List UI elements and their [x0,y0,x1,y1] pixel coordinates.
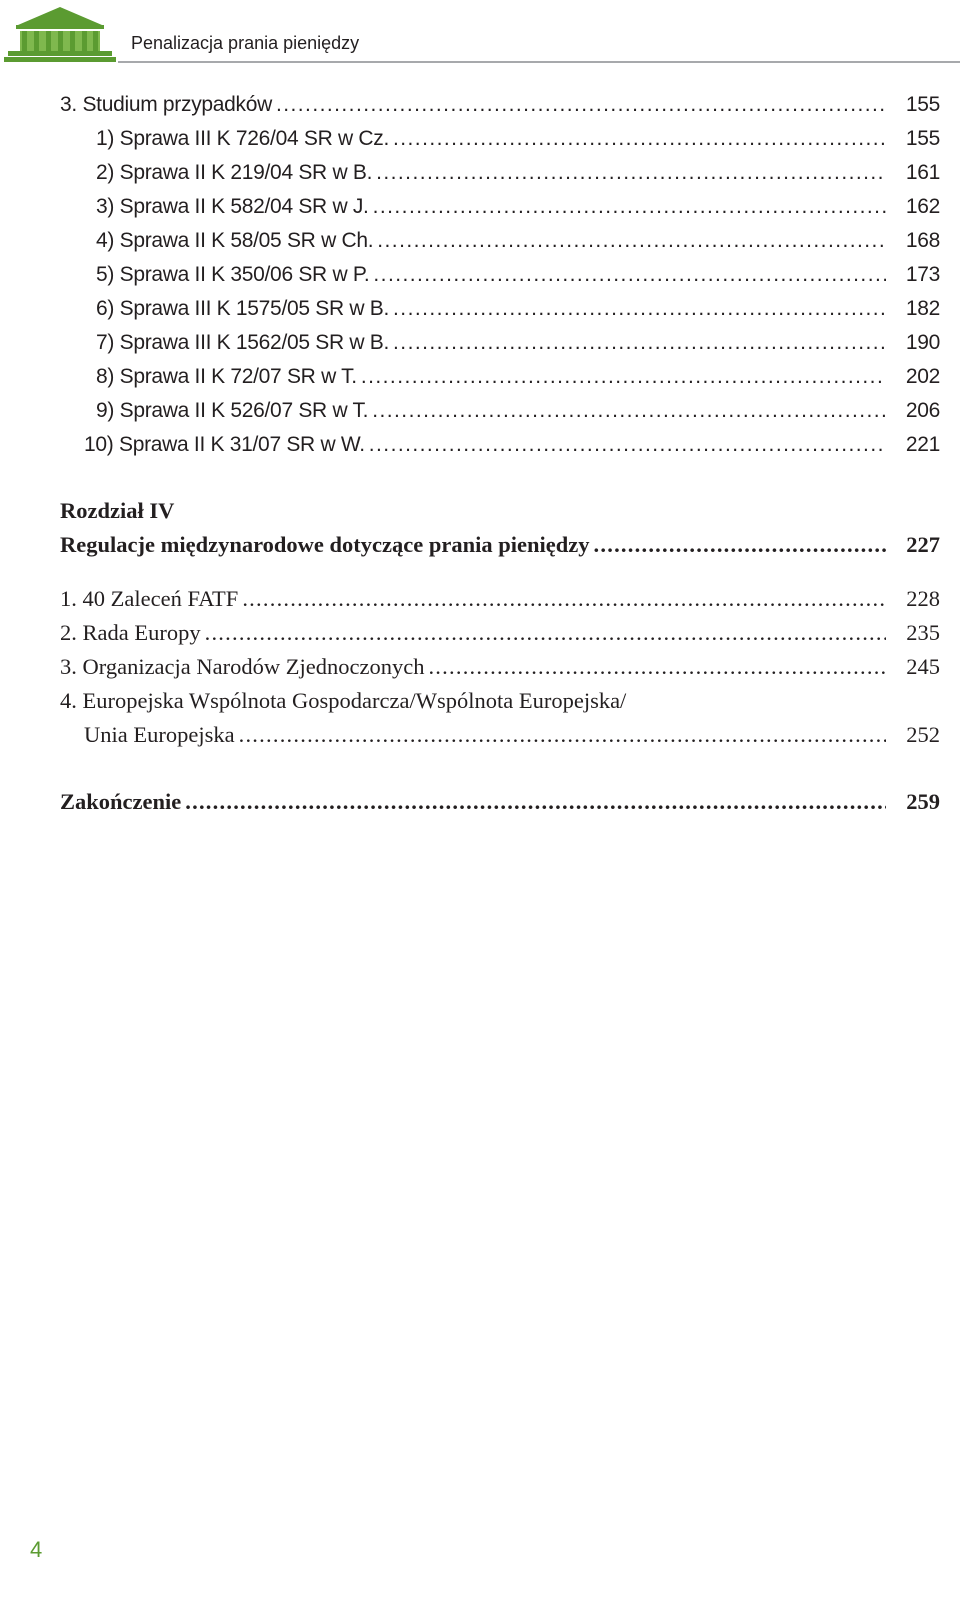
toc-entry-title: 3) Sprawa II K 582/04 SR w J. [96,195,369,218]
toc-entry-section [60,620,940,646]
toc-entry-case [84,432,940,458]
toc-entry-title: 3. Studium przypadków [60,93,272,116]
toc-page-number: 190 [905,331,940,354]
dot-leader [181,789,886,815]
toc-page-number: 245 [906,654,940,679]
toc-page-number: 235 [906,620,940,645]
toc-page-number: 227 [906,532,940,557]
dot-leader [238,586,886,612]
toc-entry-case [96,296,940,322]
running-title: Penalizacja prania pieniędzy [131,33,360,53]
chapter-label: Rozdział IV [60,498,175,523]
toc-entry-title: Regulacje międzynarodowe dotyczące prania pieniędzy [60,532,590,557]
toc-entry-title: 5) Sprawa II K 350/06 SR w P. [96,263,370,286]
toc-entry-title: 3. Organizacja Narodów Zjednoczonych [60,654,425,679]
toc-entry-section [84,722,940,748]
dot-leader [373,228,886,254]
toc-entry-title: 4) Sprawa II K 58/05 SR w Ch. [96,229,374,252]
dot-leader [424,654,886,680]
toc-entry-title: Zakończenie [60,789,182,814]
toc-entry-chapter [60,532,940,558]
dot-leader [368,398,886,424]
page-number: 4 [30,1537,43,1562]
toc-entry-case [96,262,940,288]
toc-entry-title: 1) Sprawa III K 726/04 SR w Cz. [96,127,389,150]
dot-leader [357,364,886,390]
toc-page-number: 155 [905,93,940,116]
toc-entry-title: 1. 40 Zaleceń FATF [60,586,239,611]
toc-entry-case [96,194,940,220]
toc-entry-case [96,364,940,390]
toc-entry-section [60,654,940,680]
toc-page-number: 168 [905,229,940,252]
toc-entry-section [60,586,940,612]
toc-page-number: 252 [906,722,940,747]
dot-leader [235,722,886,748]
toc-page-number: 202 [905,365,940,388]
dot-leader [389,296,886,322]
toc-page-number: 221 [905,433,940,456]
toc-entry-case [96,330,940,356]
toc-entry-conclusion [60,789,940,815]
dot-leader [272,92,886,118]
dot-leader [590,532,886,558]
dot-leader [389,126,886,152]
dot-leader [369,262,886,288]
dot-leader [389,330,886,356]
toc-entry-case [96,160,940,186]
dot-leader [369,194,886,220]
toc-entry-title: 2) Sprawa II K 219/04 SR w B. [96,161,373,184]
toc-entry-case [96,228,940,254]
toc-entry-title-line: 4. Europejska Wspólnota Gospodarcza/Wspólnota Europejska/ [60,688,627,713]
toc-entry-title: 2. Rada Europy [60,620,201,645]
toc-page-number: 259 [906,789,940,814]
toc-page-number: 155 [905,127,940,150]
toc-entry-title: 10) Sprawa II K 31/07 SR w W. [84,433,365,456]
toc-page-number: 161 [905,161,940,184]
toc-entry-title: 9) Sprawa II K 526/07 SR w T. [96,399,369,422]
toc-page-number: 228 [906,586,940,611]
toc-entry-case [96,398,940,424]
toc-entry-case-studies [60,92,940,118]
toc-page-number: 173 [905,263,940,286]
dot-leader [372,160,886,186]
dot-leader [365,432,886,458]
toc-entry-title: 8) Sprawa II K 72/07 SR w T. [96,365,357,388]
toc-entry-title: 7) Sprawa III K 1562/05 SR w B. [96,331,390,354]
toc-page-number: 162 [905,195,940,218]
toc-page-number: 182 [905,297,940,320]
dot-leader [201,620,886,646]
toc-entry-title: 6) Sprawa III K 1575/05 SR w B. [96,297,390,320]
toc-page-number: 206 [905,399,940,422]
toc-entry-case [96,126,940,152]
toc-entry-title: Unia Europejska [84,722,235,747]
